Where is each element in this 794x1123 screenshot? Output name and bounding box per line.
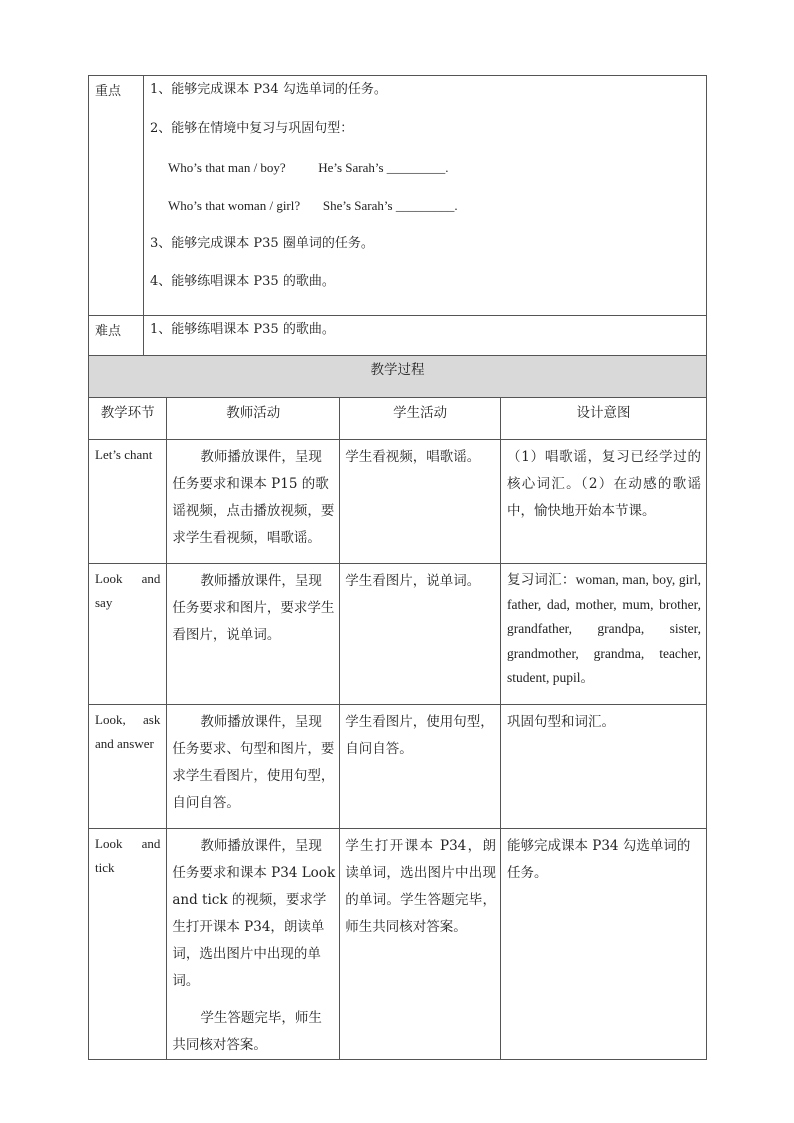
key-point-3: 3、能够完成课本 P35 圈单词的任务。 [150,236,374,251]
student-activity: 学生打开课本 P34，朗读单词，选出图片中出现的单词。学生答题完毕，师生共同核对答案。 [340,829,501,1060]
teacher-activity-followup: 学生答题完毕，师生共同核对答案。 [172,1010,322,1053]
header-intent: 设计意图 [500,398,706,440]
sentence-pattern-1: Who’s that man / boy? He’s Sarah’s _________. [168,160,449,175]
difficult-points-label: 难点 [89,316,144,357]
teacher-activity: 教师播放课件，呈现任务要求和图片，要求学生看图片，说单词。 [167,564,340,705]
student-activity: 学生看图片，说单词。 [340,564,501,705]
student-activity: 学生看视频，唱歌谣。 [340,440,501,564]
header-stage: 教学环节 [89,398,167,440]
stage-cell: Look and tick [89,829,167,1060]
difficult-points-content: 1、能够练唱课本 P35 的歌曲。 [144,316,707,357]
header-teacher: 教师活动 [167,398,340,440]
student-activity: 学生看图片，使用句型，自问自答。 [340,705,501,829]
stage-cell: Look and say [89,564,167,705]
process-row-ask-answer [89,705,707,829]
teacher-activity: 教师播放课件，呈现任务要求和课本 P15 的歌谣视频，点击播放视频，要求学生看视频，唱歌谣。 [167,440,340,564]
difficult-points-row [89,316,707,357]
lesson-focus-table [88,75,707,357]
teaching-process-table [88,355,707,1060]
design-intent: （1）唱歌谣，复习已经学过的核心词汇。（2）在动感的歌谣中，愉快地开始本节课。 [500,440,706,564]
process-title-row [89,356,707,398]
header-student: 学生活动 [340,398,501,440]
design-intent: 能够完成课本 P34 勾选单词的任务。 [500,829,706,1060]
teacher-activity: 教师播放课件，呈现任务要求、句型和图片，要求学生看图片，使用句型，自问自答。 [167,705,340,829]
process-row-look-tick [89,829,707,1060]
process-row-chant [89,440,707,564]
teacher-activity: 教师播放课件，呈现任务要求和课本 P34 Look and tick 的视频，要求学生打开课本 P34，朗读单词，选出图片中出现的单词。 [172,838,336,989]
process-title: 教学过程 [89,356,707,398]
key-point-1: 1、能够完成课本 P34 勾选单词的任务。 [150,82,387,97]
design-intent: 复习词汇：woman, man, boy, girl, father, dad, mother, mum, brother, grandfather, grandpa, sister, grandmother, grandma, teacher, student, pupil。 [500,564,706,705]
key-points-label: 重点 [89,76,144,316]
key-points-content [144,76,707,316]
stage-cell: Look, ask and answer [89,705,167,829]
design-intent: 巩固句型和词汇。 [500,705,706,829]
process-header-row [89,398,707,440]
sentence-pattern-2: Who’s that woman / girl? She’s Sarah’s _________. [168,198,458,213]
stage-cell: Let’s chant [89,440,167,564]
key-point-2: 2、能够在情境中复习与巩固句型： [150,121,354,136]
key-point-4: 4、能够练唱课本 P35 的歌曲。 [150,274,335,289]
key-points-row [89,76,707,316]
process-row-look-say [89,564,707,705]
teacher-activity-cell [167,829,340,1060]
